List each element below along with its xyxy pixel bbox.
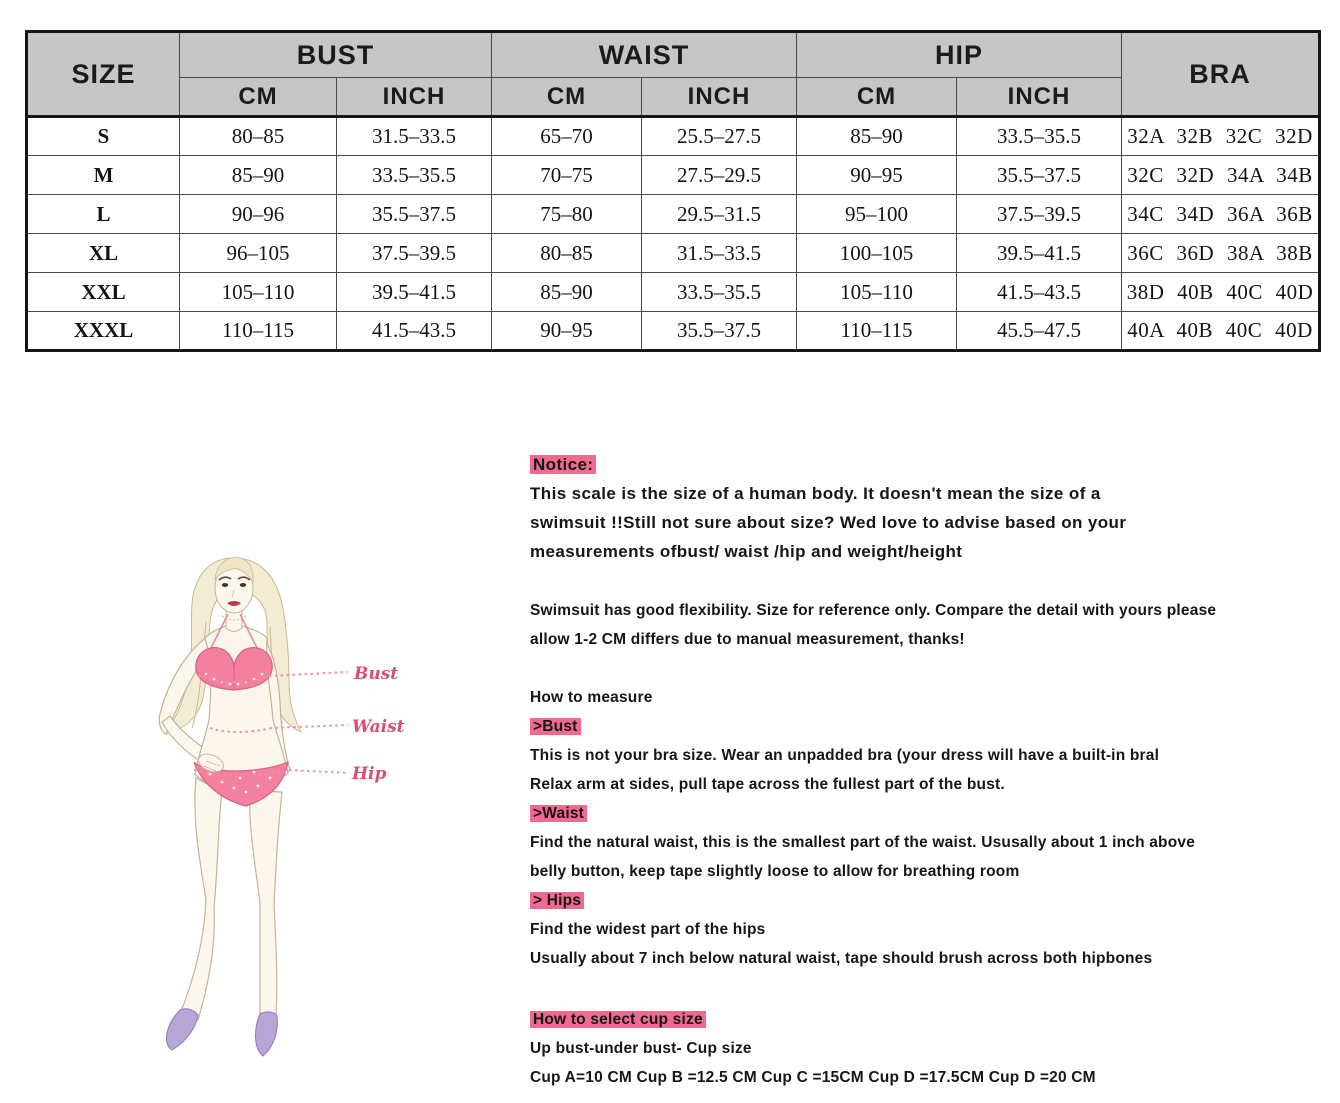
- cell-waist-cm: 80–85: [492, 234, 642, 273]
- header-group-row: [27, 32, 1320, 78]
- cell-hip-cm: 110–115: [797, 312, 957, 351]
- waist-instruction-line: Find the natural waist, this is the smallest part of the waist. Ususally about 1 inch above: [530, 834, 1196, 851]
- cup-instruction-line: Cup A=10 CM Cup B =12.5 CM Cup C =15CM Cup D =17.5CM Cup D =20 CM: [530, 1069, 1096, 1086]
- col-header-size: SIZE: [27, 32, 180, 117]
- cell-bust-cm: 85–90: [180, 156, 337, 195]
- col-header-waist-cm: CM: [492, 78, 642, 117]
- col-header-waist-inch: INCH: [642, 78, 797, 117]
- bust-label: Bust: [354, 664, 399, 684]
- cell-bra: 32A 32B 32C 32D: [1122, 117, 1320, 156]
- size-chart: [25, 30, 1321, 352]
- cell-waist-inch: 33.5–35.5: [642, 273, 797, 312]
- hips-instruction-line: Find the widest part of the hips: [530, 921, 766, 938]
- cup-instruction-line: Up bust-under bust- Cup size: [530, 1040, 752, 1057]
- col-header-bust-inch: INCH: [337, 78, 492, 117]
- cell-waist-inch: 31.5–33.5: [642, 234, 797, 273]
- table-row-xxxl: [27, 312, 1320, 351]
- cell-bra: 36C 36D 38A 38B: [1122, 234, 1320, 273]
- waist-label: Waist: [352, 717, 405, 737]
- col-header-hip: HIP: [797, 32, 1122, 78]
- notes-section: [530, 450, 1335, 1092]
- cell-waist-cm: 70–75: [492, 156, 642, 195]
- hips-heading: > Hips: [530, 892, 584, 909]
- bust-instruction-line: This is not your bra size. Wear an unpadded bra (your dress will have a built-in bral: [530, 747, 1160, 764]
- cell-hip-inch: 33.5–35.5: [957, 117, 1122, 156]
- legs: [180, 778, 282, 1020]
- notice-title: Notice:: [530, 455, 596, 474]
- cell-hip-cm: 105–110: [797, 273, 957, 312]
- cell-bust-cm: 96–105: [180, 234, 337, 273]
- cell-waist-cm: 75–80: [492, 195, 642, 234]
- bust-section-heading: [530, 712, 1335, 741]
- cell-waist-inch: 35.5–37.5: [642, 312, 797, 351]
- hips-section-heading: [530, 886, 1335, 915]
- cell-size: XL: [27, 234, 180, 273]
- cell-bust-cm: 105–110: [180, 273, 337, 312]
- how-to-measure-title: How to measure: [530, 689, 653, 706]
- notice-line: This scale is the size of a human body. It doesn't mean the size of a: [530, 484, 1101, 503]
- flexibility-line: allow 1-2 CM differs due to manual measurement, thanks!: [530, 631, 965, 648]
- cell-bust-inch: 35.5–37.5: [337, 195, 492, 234]
- table-row-s: [27, 117, 1320, 156]
- col-header-waist: WAIST: [492, 32, 797, 78]
- cell-bust-inch: 31.5–33.5: [337, 117, 492, 156]
- notice-line: measurements ofbust/ waist /hip and weight/height: [530, 542, 963, 561]
- cell-bust-inch: 39.5–41.5: [337, 273, 492, 312]
- col-header-hip-inch: INCH: [957, 78, 1122, 117]
- cell-hip-cm: 95–100: [797, 195, 957, 234]
- notice-line: swimsuit !!Still not sure about size? Wed love to advise based on your: [530, 513, 1127, 532]
- col-header-bra: BRA: [1122, 32, 1320, 117]
- cell-size: XXL: [27, 273, 180, 312]
- cell-waist-inch: 27.5–29.5: [642, 156, 797, 195]
- cell-bra: 40A 40B 40C 40D: [1122, 312, 1320, 351]
- cell-hip-cm: 90–95: [797, 156, 957, 195]
- col-header-bust: BUST: [180, 32, 492, 78]
- waist-heading: >Waist: [530, 805, 587, 822]
- cell-bust-inch: 41.5–43.5: [337, 312, 492, 351]
- cell-waist-inch: 25.5–27.5: [642, 117, 797, 156]
- cell-size: M: [27, 156, 180, 195]
- cell-waist-cm: 90–95: [492, 312, 642, 351]
- face: [215, 557, 253, 613]
- measurement-figure: [110, 552, 490, 1092]
- table-row-xl: [27, 234, 1320, 273]
- cell-bra: 38D 40B 40C 40D: [1122, 273, 1320, 312]
- cell-size: XXXL: [27, 312, 180, 351]
- cell-hip-inch: 41.5–43.5: [957, 273, 1122, 312]
- cell-hip-inch: 37.5–39.5: [957, 195, 1122, 234]
- cell-bra: 34C 34D 36A 36B: [1122, 195, 1320, 234]
- table-row-xxl: [27, 273, 1320, 312]
- cell-bust-cm: 90–96: [180, 195, 337, 234]
- size-chart-table: [25, 30, 1321, 352]
- col-header-hip-cm: CM: [797, 78, 957, 117]
- cell-hip-inch: 39.5–41.5: [957, 234, 1122, 273]
- cell-bust-inch: 37.5–39.5: [337, 234, 492, 273]
- table-row-l: [27, 195, 1320, 234]
- cell-size: S: [27, 117, 180, 156]
- cell-bust-cm: 110–115: [180, 312, 337, 351]
- waist-section-heading: [530, 799, 1335, 828]
- cup-section-heading: [530, 1005, 1335, 1034]
- cell-hip-inch: 45.5–47.5: [957, 312, 1122, 351]
- shoes: [166, 1009, 277, 1056]
- cell-hip-cm: 100–105: [797, 234, 957, 273]
- cell-hip-inch: 35.5–37.5: [957, 156, 1122, 195]
- flexibility-line: Swimsuit has good flexibility. Size for reference only. Compare the detail with yours please: [530, 602, 1217, 619]
- hip-label: Hip: [352, 764, 387, 784]
- cell-bust-cm: 80–85: [180, 117, 337, 156]
- cup-heading: How to select cup size: [530, 1011, 706, 1028]
- bust-heading: >Bust: [530, 718, 581, 735]
- notice-heading: [530, 450, 1335, 479]
- waist-instruction-line: belly button, keep tape slightly loose to allow for breathing room: [530, 863, 1020, 880]
- cell-bra: 32C 32D 34A 34B: [1122, 156, 1320, 195]
- table-row-m: [27, 156, 1320, 195]
- col-header-bust-cm: CM: [180, 78, 337, 117]
- cell-bust-inch: 33.5–35.5: [337, 156, 492, 195]
- hips-instruction-line: Usually about 7 inch below natural waist, tape should brush across both hipbones: [530, 950, 1153, 967]
- cell-waist-inch: 29.5–31.5: [642, 195, 797, 234]
- cell-size: L: [27, 195, 180, 234]
- cell-waist-cm: 65–70: [492, 117, 642, 156]
- cell-waist-cm: 85–90: [492, 273, 642, 312]
- bust-instruction-line: Relax arm at sides, pull tape across the fullest part of the bust.: [530, 776, 1005, 793]
- cell-hip-cm: 85–90: [797, 117, 957, 156]
- body-sketch-illustration: [110, 552, 490, 1092]
